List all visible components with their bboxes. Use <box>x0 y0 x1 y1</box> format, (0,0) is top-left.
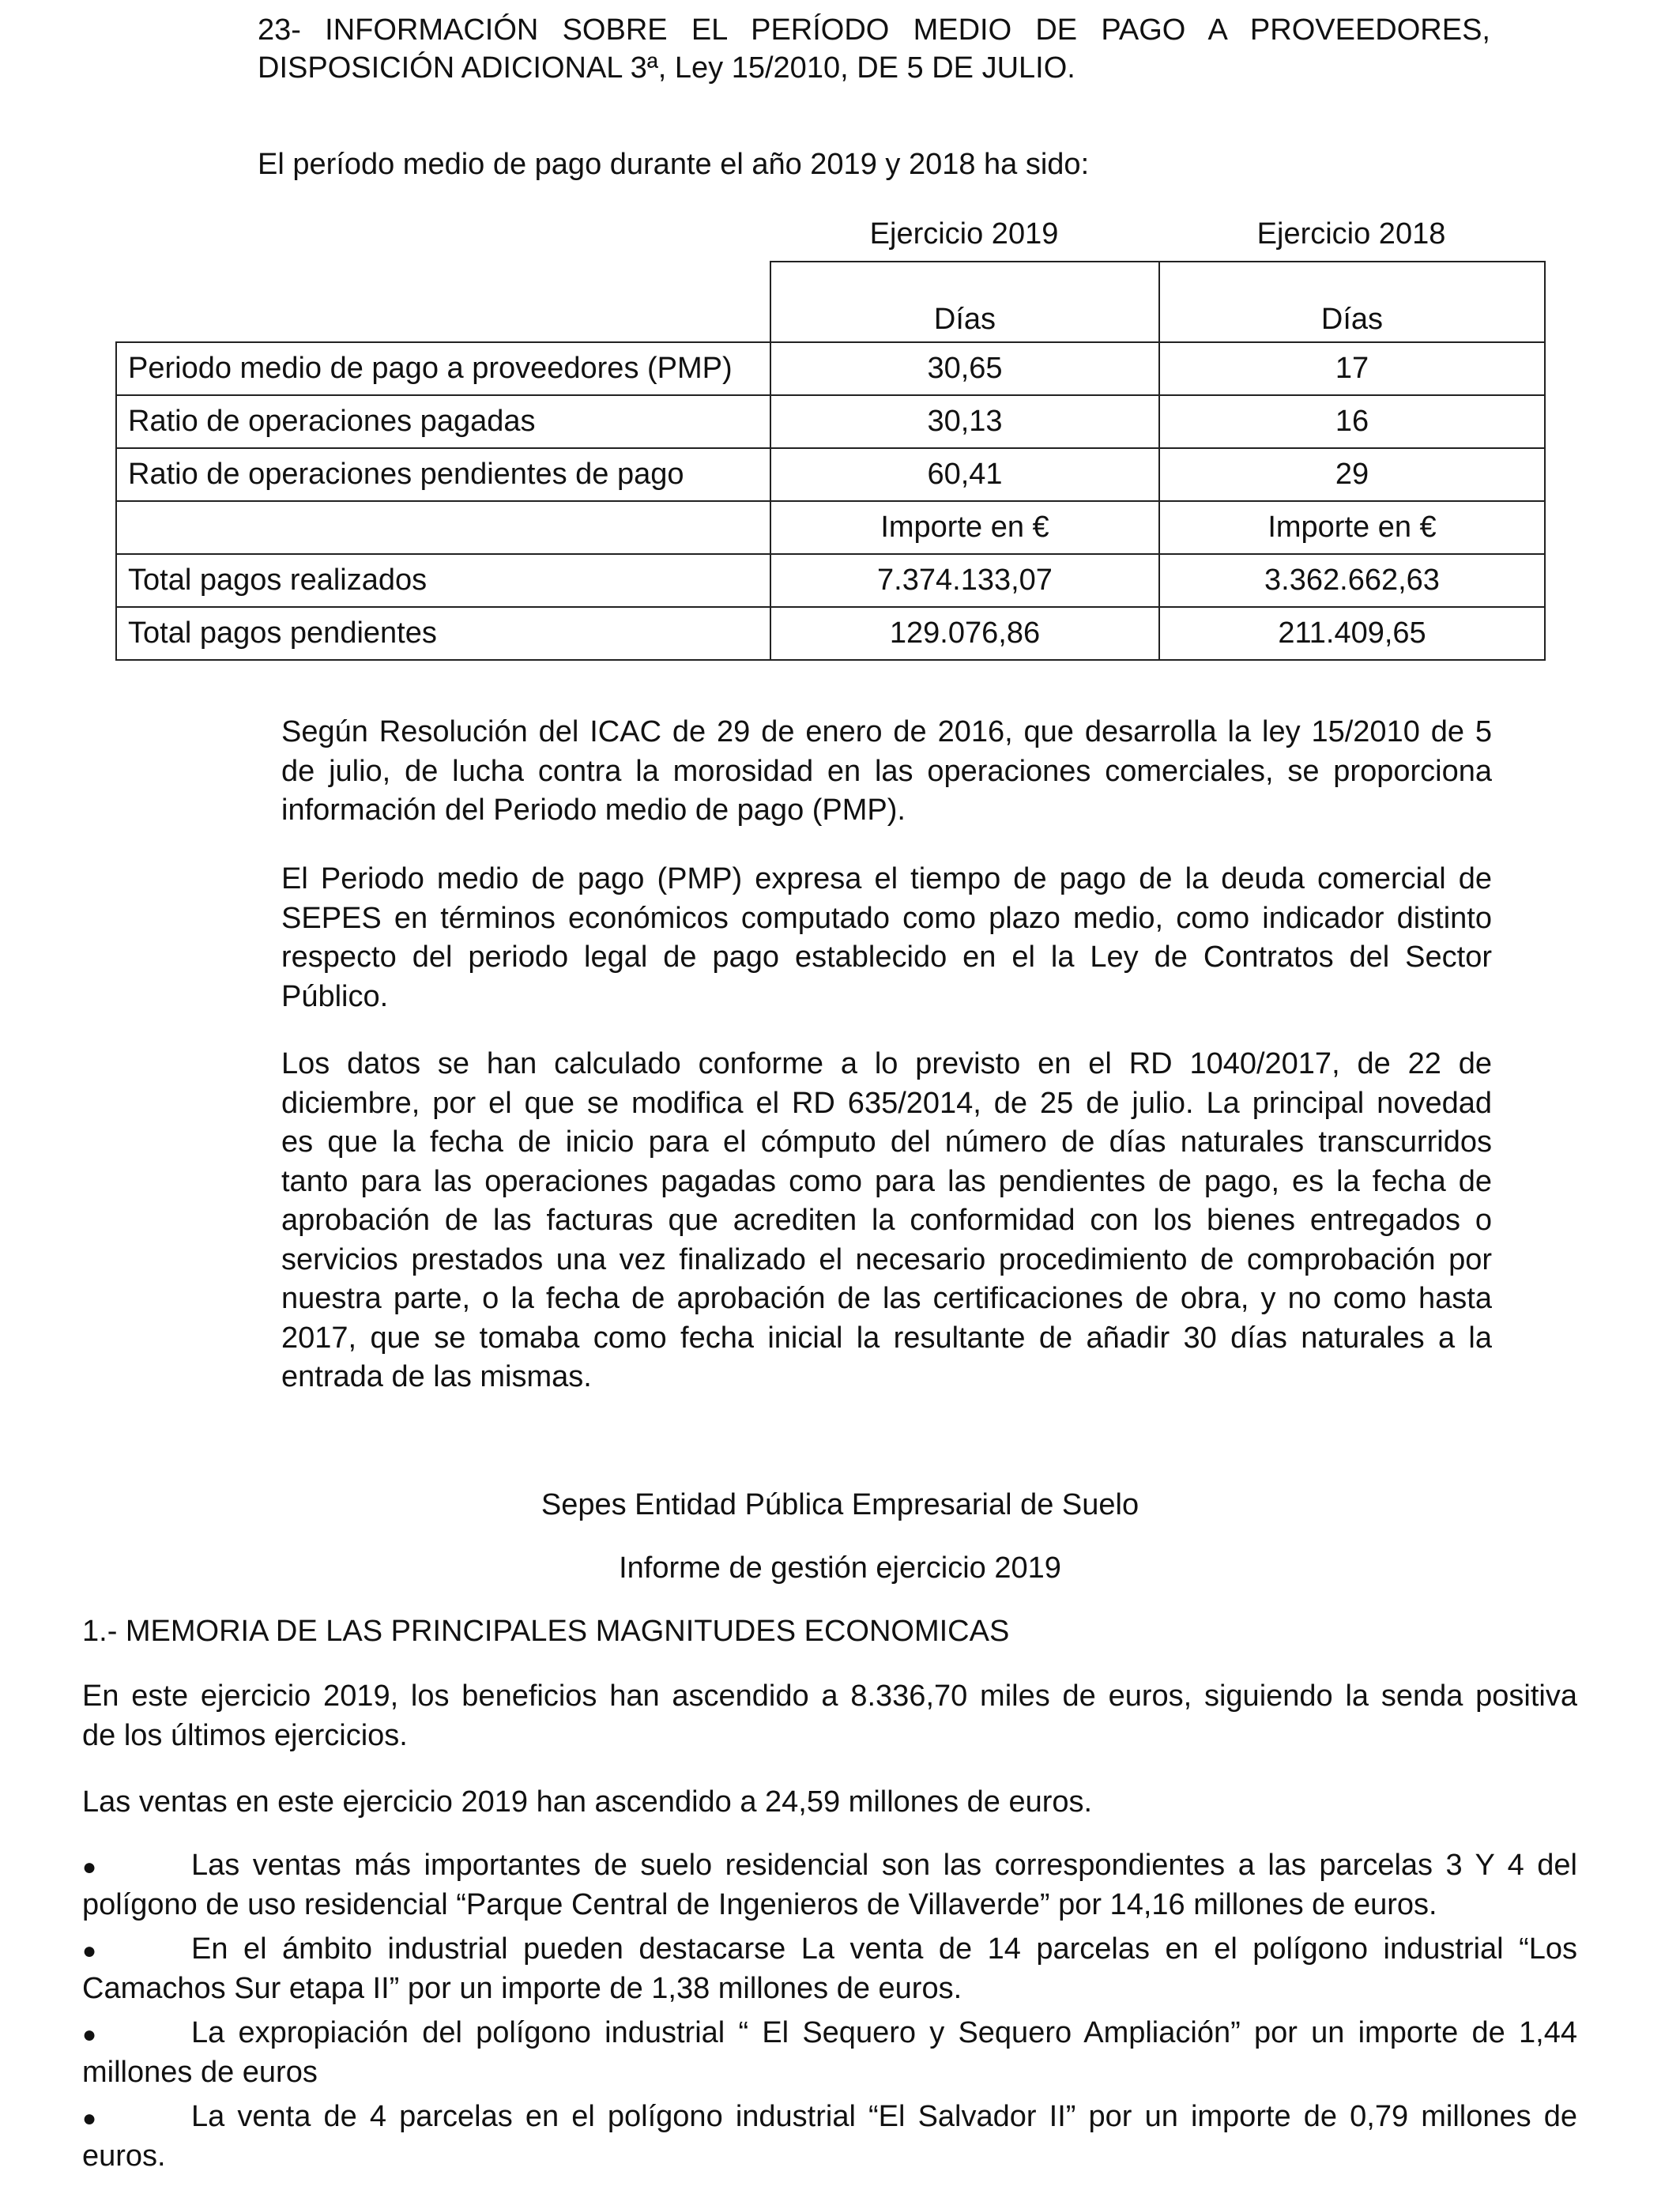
paragraph-line: diciembre, por el que se modifica el RD 635/2014, de 25 de julio. La principal novedad <box>281 1086 1492 1120</box>
paragraph-line: SEPES en términos económicos computado como plazo medio, como indicador distinto <box>281 901 1492 935</box>
cell-value: 30,13 <box>770 395 1159 448</box>
heading-line-1: 23- INFORMACIÓN SOBRE EL PERÍODO MEDIO DE PAGO A PROVEEDORES, <box>258 13 1490 47</box>
bullet-text: polígono de uso residencial “Parque Central de Ingenieros de Villaverde” por 14,16 millones de euros. <box>82 1887 1437 1921</box>
paragraph-line: servicios prestados una vez finalizado el necesario procedimiento de comprobación por <box>281 1242 1492 1276</box>
col-header-2019: Ejercicio 2019 <box>869 217 1059 251</box>
table-row <box>116 448 1545 501</box>
benefits-paragraph <box>82 1677 1577 1755</box>
bullet-icon: ● <box>82 1854 97 1880</box>
paragraph-line: información del Periodo medio de pago (PMP). <box>281 794 906 827</box>
table-row <box>116 342 1545 395</box>
bullet-icon: ● <box>82 2105 97 2132</box>
cell-value: 129.076,86 <box>770 607 1159 660</box>
bullet-text: La expropiación del polígono industrial “ El Sequero y Sequero Ampliación” por un importe de 1,44 <box>191 2016 1577 2049</box>
bullet-text: Camachos Sur etapa II” por un importe de 1,38 millones de euros. <box>82 1971 962 2005</box>
paragraph-line: tanto para las operaciones pagadas como para las pendientes de pago, es la fecha de <box>281 1164 1492 1198</box>
unit-days-2019: Días <box>770 262 1159 342</box>
paragraph-pmp-definition <box>281 860 1492 1016</box>
paragraph-line: En este ejercicio 2019, los beneficios han ascendido a 8.336,70 miles de euros, siguiendo la senda positiva <box>82 1679 1577 1713</box>
cell-value: 16 <box>1159 395 1545 448</box>
paragraph-line: entrada de las mismas. <box>281 1360 592 1393</box>
paragraph-line: de julio, de lucha contra la morosidad en las operaciones comerciales, se proporciona <box>281 754 1492 788</box>
table-intro: El período medio de pago durante el año 2019 y 2018 ha sido: <box>258 148 1090 181</box>
paragraph-line: nuestra parte, o la fecha de aprobación de las certificaciones de obra, y no como hasta <box>281 1282 1492 1315</box>
unit-amount-2018: Importe en € <box>1159 501 1545 554</box>
paragraph-icac <box>281 713 1492 831</box>
bullet-text: La venta de 4 parcelas en el polígono industrial “El Salvador II” por un importe de 0,79 millones de <box>191 2100 1577 2133</box>
list-item <box>82 2098 1577 2176</box>
bullet-text: euros. <box>82 2139 166 2173</box>
cell-value: 29 <box>1159 448 1545 501</box>
paragraph-line: Según Resolución del ICAC de 29 de enero de 2016, que desarrolla la ley 15/2010 de 5 <box>281 715 1492 748</box>
paragraph-line: es que la fecha de inicio para el cómputo del número de días naturales transcurridos <box>281 1125 1492 1159</box>
cell-value: 7.374.133,07 <box>770 554 1159 607</box>
paragraph-line: Los datos se han calculado conforme a lo previsto en el RD 1040/2017, de 22 de <box>281 1047 1492 1080</box>
list-item <box>82 2014 1577 2092</box>
paragraph-line: El Periodo medio de pago (PMP) expresa el tiempo de pago de la deuda comercial de <box>281 862 1492 895</box>
row-label: Total pagos pendientes <box>116 607 770 660</box>
row-label: Ratio de operaciones pendientes de pago <box>116 448 770 501</box>
heading-line-2: DISPOSICIÓN ADICIONAL 3ª, Ley 15/2010, DE 5 DE JULIO. <box>258 51 1075 85</box>
sales-sentence: Las ventas en este ejercicio 2019 han ascendido a 24,59 millones de euros. <box>82 1785 1093 1819</box>
report-title: Informe de gestión ejercicio 2019 <box>619 1551 1061 1585</box>
table-row <box>116 501 1545 554</box>
paragraph-line: Público. <box>281 979 389 1013</box>
paragraph-line: aprobación de las facturas que acrediten la conformidad con los bienes entregados o <box>281 1204 1492 1237</box>
paragraph-line: de los últimos ejercicios. <box>82 1718 408 1752</box>
bullet-text: millones de euros <box>82 2055 318 2089</box>
cell-value: 60,41 <box>770 448 1159 501</box>
paragraph-calculation <box>281 1045 1492 1397</box>
row-label: Periodo medio de pago a proveedores (PMP) <box>116 342 770 395</box>
table-row <box>116 395 1545 448</box>
pmp-table <box>115 261 1546 661</box>
cell-value: 30,65 <box>770 342 1159 395</box>
list-item <box>82 1930 1577 2008</box>
paragraph-line: respecto del periodo legal de pago establecido en el la Ley de Contratos del Sector <box>281 941 1492 974</box>
bullet-icon: ● <box>82 2022 97 2048</box>
row-label: Total pagos realizados <box>116 554 770 607</box>
unit-amount-2019: Importe en € <box>770 501 1159 554</box>
entity-name: Sepes Entidad Pública Empresarial de Suelo <box>541 1488 1139 1521</box>
paragraph-line: 2017, que se tomaba como fecha inicial la resultante de añadir 30 días naturales a la <box>281 1321 1492 1355</box>
bullet-text: Las ventas más importantes de suelo residencial son las correspondientes a las parcelas 3 Y 4 del <box>191 1849 1577 1882</box>
cell-value: 211.409,65 <box>1159 607 1545 660</box>
bullet-icon: ● <box>82 1938 97 1964</box>
table-row <box>116 262 1545 342</box>
table-row <box>116 607 1545 660</box>
section-title: 1.- MEMORIA DE LAS PRINCIPALES MAGNITUDES ECONOMICAS <box>82 1615 1010 1648</box>
list-item <box>82 1846 1577 1924</box>
unit-days-2018: Días <box>1159 262 1545 342</box>
bullet-text: En el ámbito industrial pueden destacarse La venta de 14 parcelas en el polígono industrial “Los <box>191 1932 1577 1966</box>
cell-value: 17 <box>1159 342 1545 395</box>
row-label: Ratio de operaciones pagadas <box>116 395 770 448</box>
cell-value: 3.362.662,63 <box>1159 554 1545 607</box>
col-header-2018: Ejercicio 2018 <box>1256 217 1446 251</box>
section-heading <box>258 11 1490 87</box>
table-row <box>116 554 1545 607</box>
